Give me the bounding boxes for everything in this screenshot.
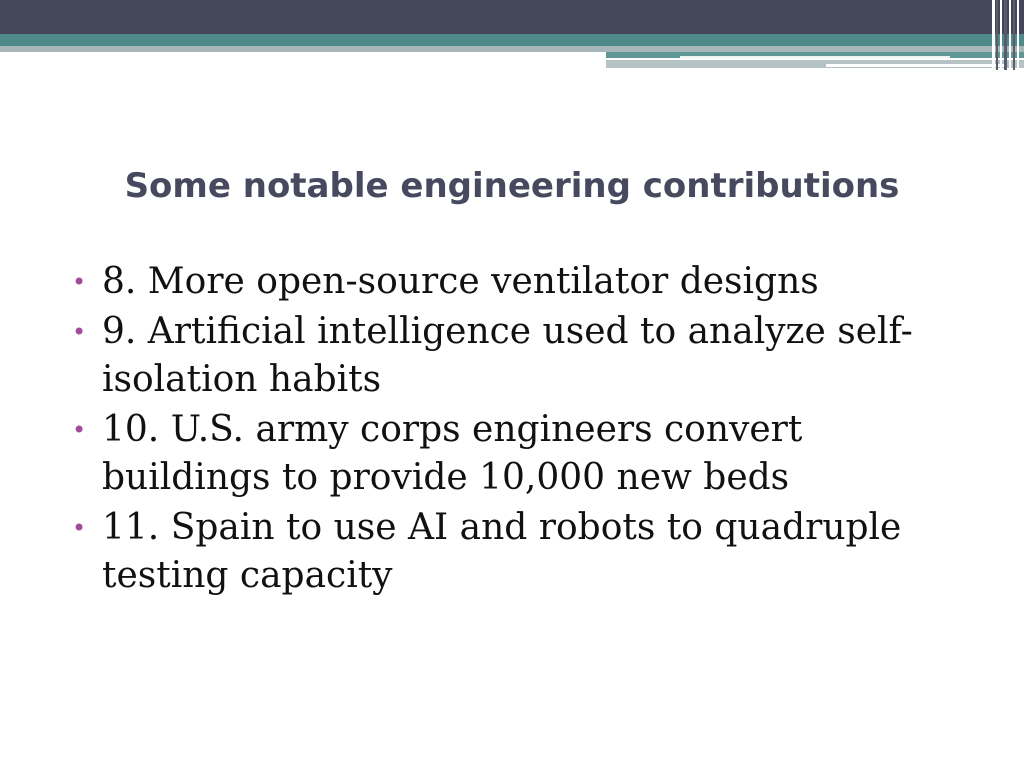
bullet-text: 11. Spain to use AI and robots to quadruple testing capacity [102,507,902,596]
bullet-marker-icon: • [72,318,87,346]
bullet-marker-icon: • [72,416,87,444]
bullet-item [72,504,962,600]
header-stripe [996,0,998,70]
slide-title: Some notable engineering contributions [124,166,900,206]
header-stripe [1009,0,1011,70]
header-band-teal [0,34,1024,46]
bullet-text: 8. More open-source ventilator designs [102,261,819,302]
header-accent-line-lower [826,64,1006,67]
bullet-item [72,258,962,306]
bullet-text: 10. U.S. army corps engineers convert buildings to provide 10,000 new beds [102,409,803,498]
header-stripe [1000,0,1002,70]
bullet-item [72,308,962,404]
bullet-text: 9. Artificial intelligence used to analyze self-isolation habits [102,311,913,400]
bullet-item [72,406,962,502]
bullet-marker-icon: • [72,514,87,542]
bullet-marker-icon: • [72,268,87,296]
header-stripe [1017,0,1019,70]
header-stripe [1013,0,1015,70]
header-band-dark [0,0,1024,34]
header-stripe [992,0,995,70]
header-stripe [1004,0,1007,70]
header-accent-line [680,56,950,58]
bullet-list [72,258,962,602]
